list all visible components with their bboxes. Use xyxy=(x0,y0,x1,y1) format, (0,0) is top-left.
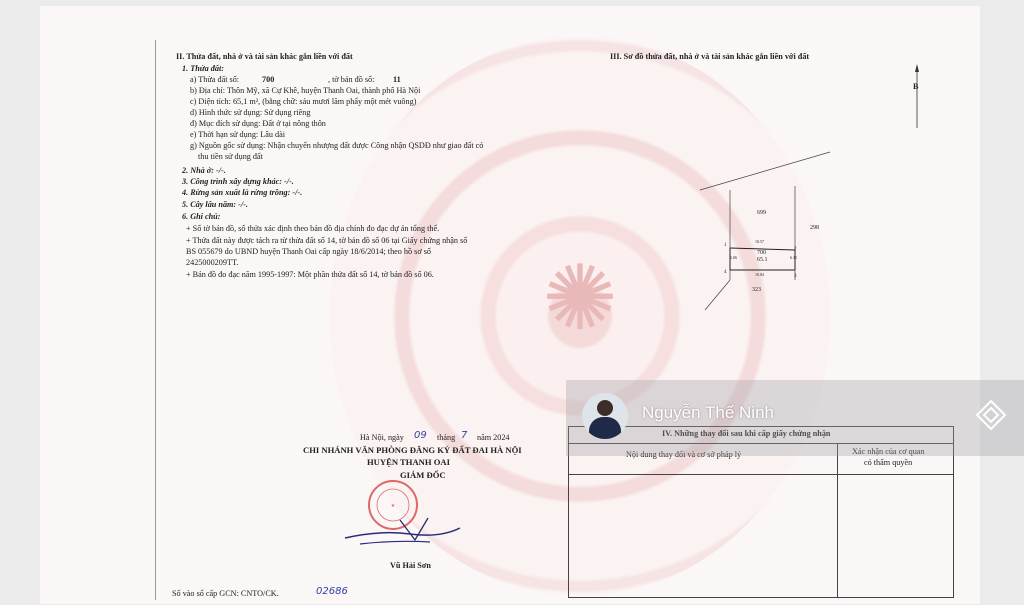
poster-avatar[interactable] xyxy=(582,393,628,439)
construction-line: 3. Công trình xây dựng khác: -/-. xyxy=(182,177,294,186)
north-label: B xyxy=(913,82,919,91)
changes-table-column-divider xyxy=(837,444,838,597)
note-1: + Số tờ bản đồ, số thửa xác định theo bản đồ địa chính đo đạc dự án tổng thể. xyxy=(186,224,440,233)
point-3: 3 xyxy=(794,274,797,279)
date-year: năm 2024 xyxy=(477,433,510,442)
note-3: + Bản đồ đo đạc năm 1995-1997: Một phần thửa đất số 14, tờ bản đồ số 06. xyxy=(186,270,434,279)
changes-title: IV. Những thay đổi sau khi cấp giấy chứng nhận xyxy=(662,429,831,438)
notes-heading: 6. Ghi chú: xyxy=(182,212,221,221)
registry-label: Số vào sổ cấp GCN: CNTO/CK. xyxy=(172,589,279,598)
forest-line: 4. Rừng sản xuất là rừng trồng: -/-. xyxy=(182,188,303,197)
date-prefix: Hà Nội, ngày xyxy=(360,433,404,442)
parcel-number: 700 xyxy=(262,75,275,84)
perennial-line: 5. Cây lâu năm: -/-. xyxy=(182,200,248,209)
changes-col-confirm-2: có thẩm quyền xyxy=(864,458,913,467)
origin-line-1: g) Nguồn gốc sử dụng: Nhận chuyển nhượng đất được Công nhận QSDĐ như giao đất có xyxy=(190,141,484,150)
parcel-699: 699 xyxy=(757,210,766,216)
map-sheet-number: 11 xyxy=(393,75,401,84)
left-margin-line xyxy=(155,40,156,600)
parcel-heading: 1. Thửa đất: xyxy=(182,64,224,73)
svg-text:★: ★ xyxy=(390,504,396,509)
poster-overlay-band xyxy=(566,380,1024,456)
origin-line-2: thu tiền sử dụng đất xyxy=(198,152,263,161)
dim-bottom: 10.84 xyxy=(755,272,764,277)
note-2b: BS 055679 do UBND huyện Thanh Oai cấp ngày 18/6/2014; theo hồ sơ số xyxy=(186,247,432,256)
house-line: 2. Nhà ở: -/-. xyxy=(182,166,226,175)
watermark-star-icon: ✺ xyxy=(542,250,618,349)
dim-right: 6.15 xyxy=(790,255,797,260)
note-2c: 2425000209TT. xyxy=(186,258,239,267)
changes-col-content: Nội dung thay đổi và cơ sở pháp lý xyxy=(626,450,742,459)
office-district: HUYỆN THANH OAI xyxy=(367,457,450,467)
date-month: 7 xyxy=(461,430,468,441)
parcel-diagram xyxy=(690,150,850,320)
usage-purpose-line: đ) Mục đích sử dụng: Đất ở tại nông thôn xyxy=(190,119,326,128)
usage-form-line: d) Hình thức sử dụng: Sử dụng riêng xyxy=(190,108,311,117)
address-line: b) Địa chỉ: Thôn Mỹ, xã Cự Khê, huyện Thanh Oai, thành phố Hà Nội xyxy=(190,86,421,95)
area-line: c) Diện tích: 65,1 m², (bằng chữ: sáu mươi lăm phẩy một mét vuông) xyxy=(190,97,417,106)
changes-col-confirm-1: Xác nhận của cơ quan xyxy=(852,447,925,456)
signer-name: Vũ Hải Sơn xyxy=(390,561,431,570)
north-arrow-icon xyxy=(908,62,926,134)
parcel-number-label: a) Thửa đất số: xyxy=(190,75,240,84)
dim-left: 6.06 xyxy=(730,255,737,260)
site-logo-icon xyxy=(974,398,1008,432)
parcel-700: 700 xyxy=(757,250,766,256)
usage-term-line: e) Thời hạn sử dụng: Lâu dài xyxy=(190,130,286,139)
date-month-label: tháng xyxy=(437,433,456,442)
office-name: CHI NHÁNH VĂN PHÒNG ĐĂNG KÝ ĐẤT ĐAI HÀ NỘI xyxy=(303,445,522,455)
section-2-title: II. Thửa đất, nhà ở và tài sản khác gắn liền với đất xyxy=(176,52,353,61)
point-4: 4 xyxy=(724,270,727,275)
parcel-323: 323 xyxy=(752,287,761,293)
map-sheet-label: , tờ bản đồ số: xyxy=(328,75,375,84)
parcel-area: 65.1 xyxy=(757,257,768,263)
point-2: 2 xyxy=(794,247,797,252)
section-3-title: III. Sơ đồ thửa đất, nhà ở và tài sản khác gắn liền với đất xyxy=(610,52,810,61)
director-signature xyxy=(340,500,470,560)
poster-name[interactable]: Nguyễn Thế Ninh xyxy=(642,403,774,422)
date-day: 09 xyxy=(414,430,427,441)
director-title: GIÁM ĐỐC xyxy=(400,470,446,480)
point-1: 1 xyxy=(724,243,727,248)
note-2a: + Thửa đất này được tách ra từ thửa đất số 14, tờ bản đồ số 06 tại Giấy chứng nhận số xyxy=(186,236,468,245)
registry-number: 02686 xyxy=(316,586,348,597)
parcel-298: 298 xyxy=(810,225,819,231)
dim-top: 10.57 xyxy=(755,239,764,244)
